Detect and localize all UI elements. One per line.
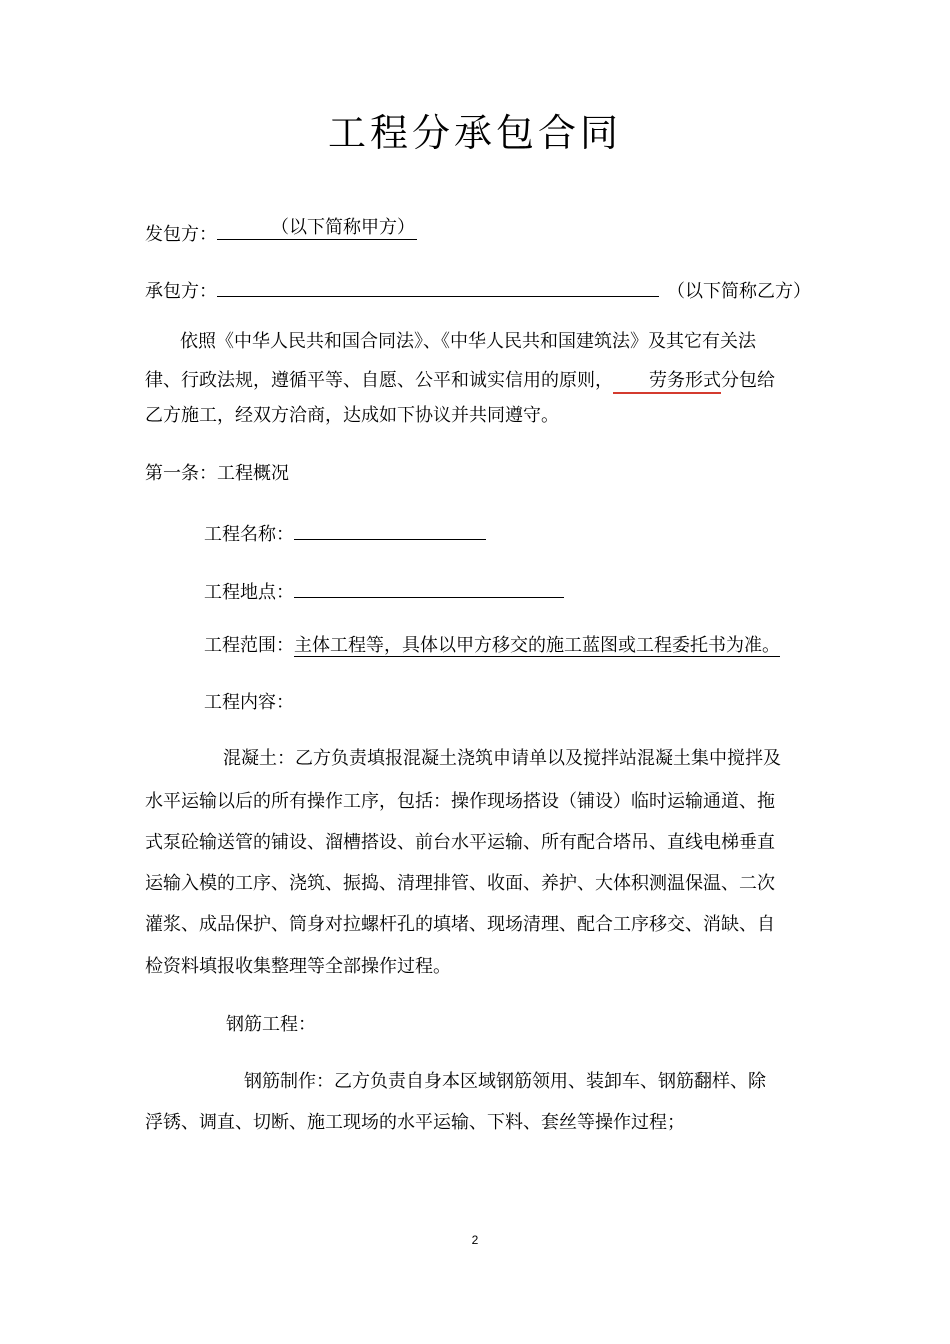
- project-scope-label: 工程范围：: [204, 635, 294, 656]
- article1-heading: 第一条：工程概况: [145, 463, 289, 484]
- concrete-line: 水平运输以后的所有操作工序，包括：操作现场搭设（铺设）临时运输通道、拖: [145, 791, 775, 812]
- intro-line-3: 乙方施工，经双方洽商，达成如下协议并共同遵守。: [145, 405, 559, 426]
- intro-line-2: [145, 369, 775, 394]
- project-scope-value[interactable]: 主体工程等，具体以甲方移交的施工蓝图或工程委托书为准。: [294, 635, 780, 656]
- rebar-heading: 钢筋工程：: [226, 1014, 316, 1035]
- project-name-label: 工程名称：: [204, 524, 294, 545]
- project-location-label: 工程地点：: [204, 582, 294, 603]
- party-a-field[interactable]: [217, 219, 417, 240]
- intro-line-1: 依照《中华人民共和国合同法》、《中华人民共和国建筑法》及其它有关法: [180, 331, 756, 352]
- concrete-line: 式泵砼输送管的铺设、溜槽搭设、前台水平运输、所有配合塔吊、直线电梯垂直: [145, 832, 775, 853]
- rebar-line: 钢筋制作：乙方负责自身本区域钢筋领用、装卸车、钢筋翻样、除: [244, 1071, 766, 1092]
- service-form-field[interactable]: [613, 370, 721, 394]
- intro-line-2-text: 律、行政法规，遵循平等、自愿、公平和诚实信用的原则，: [145, 370, 613, 391]
- page-number: 2: [471, 1233, 479, 1247]
- rebar-line: 浮锈、调直、切断、施工现场的水平运输、下料、套丝等操作过程；: [145, 1112, 685, 1133]
- project-name-line: [204, 519, 486, 547]
- party-b-note: （以下简称乙方）: [667, 281, 811, 302]
- party-a-line: [145, 219, 417, 247]
- concrete-line: 混凝土：乙方负责填报混凝土浇筑申请单以及搅拌站混凝土集中搅拌及: [223, 748, 781, 769]
- concrete-line: 检资料填报收集整理等全部操作过程。: [145, 956, 451, 977]
- party-a-note: （以下简称甲方）: [271, 217, 415, 238]
- project-location-field[interactable]: [294, 577, 564, 598]
- party-b-label: 承包方：: [145, 281, 217, 302]
- contract-title: 工程分承包合同: [327, 111, 622, 155]
- party-b-line: [145, 276, 811, 304]
- project-scope-line: [204, 634, 780, 658]
- intro-line-2-end: 分包给: [721, 370, 775, 391]
- concrete-line: 运输入模的工序、浇筑、振捣、清理排管、收面、养护、大体积测温保温、二次: [145, 873, 775, 894]
- project-location-line: [204, 577, 564, 605]
- party-b-field[interactable]: [217, 276, 659, 297]
- party-a-label: 发包方：: [145, 224, 217, 245]
- service-form-value: 劳务形式: [649, 370, 721, 391]
- project-name-field[interactable]: [294, 519, 486, 540]
- project-content-label: 工程内容：: [204, 692, 294, 713]
- concrete-line: 灌浆、成品保护、筒身对拉螺杆孔的填堵、现场清理、配合工序移交、消缺、自: [145, 914, 775, 935]
